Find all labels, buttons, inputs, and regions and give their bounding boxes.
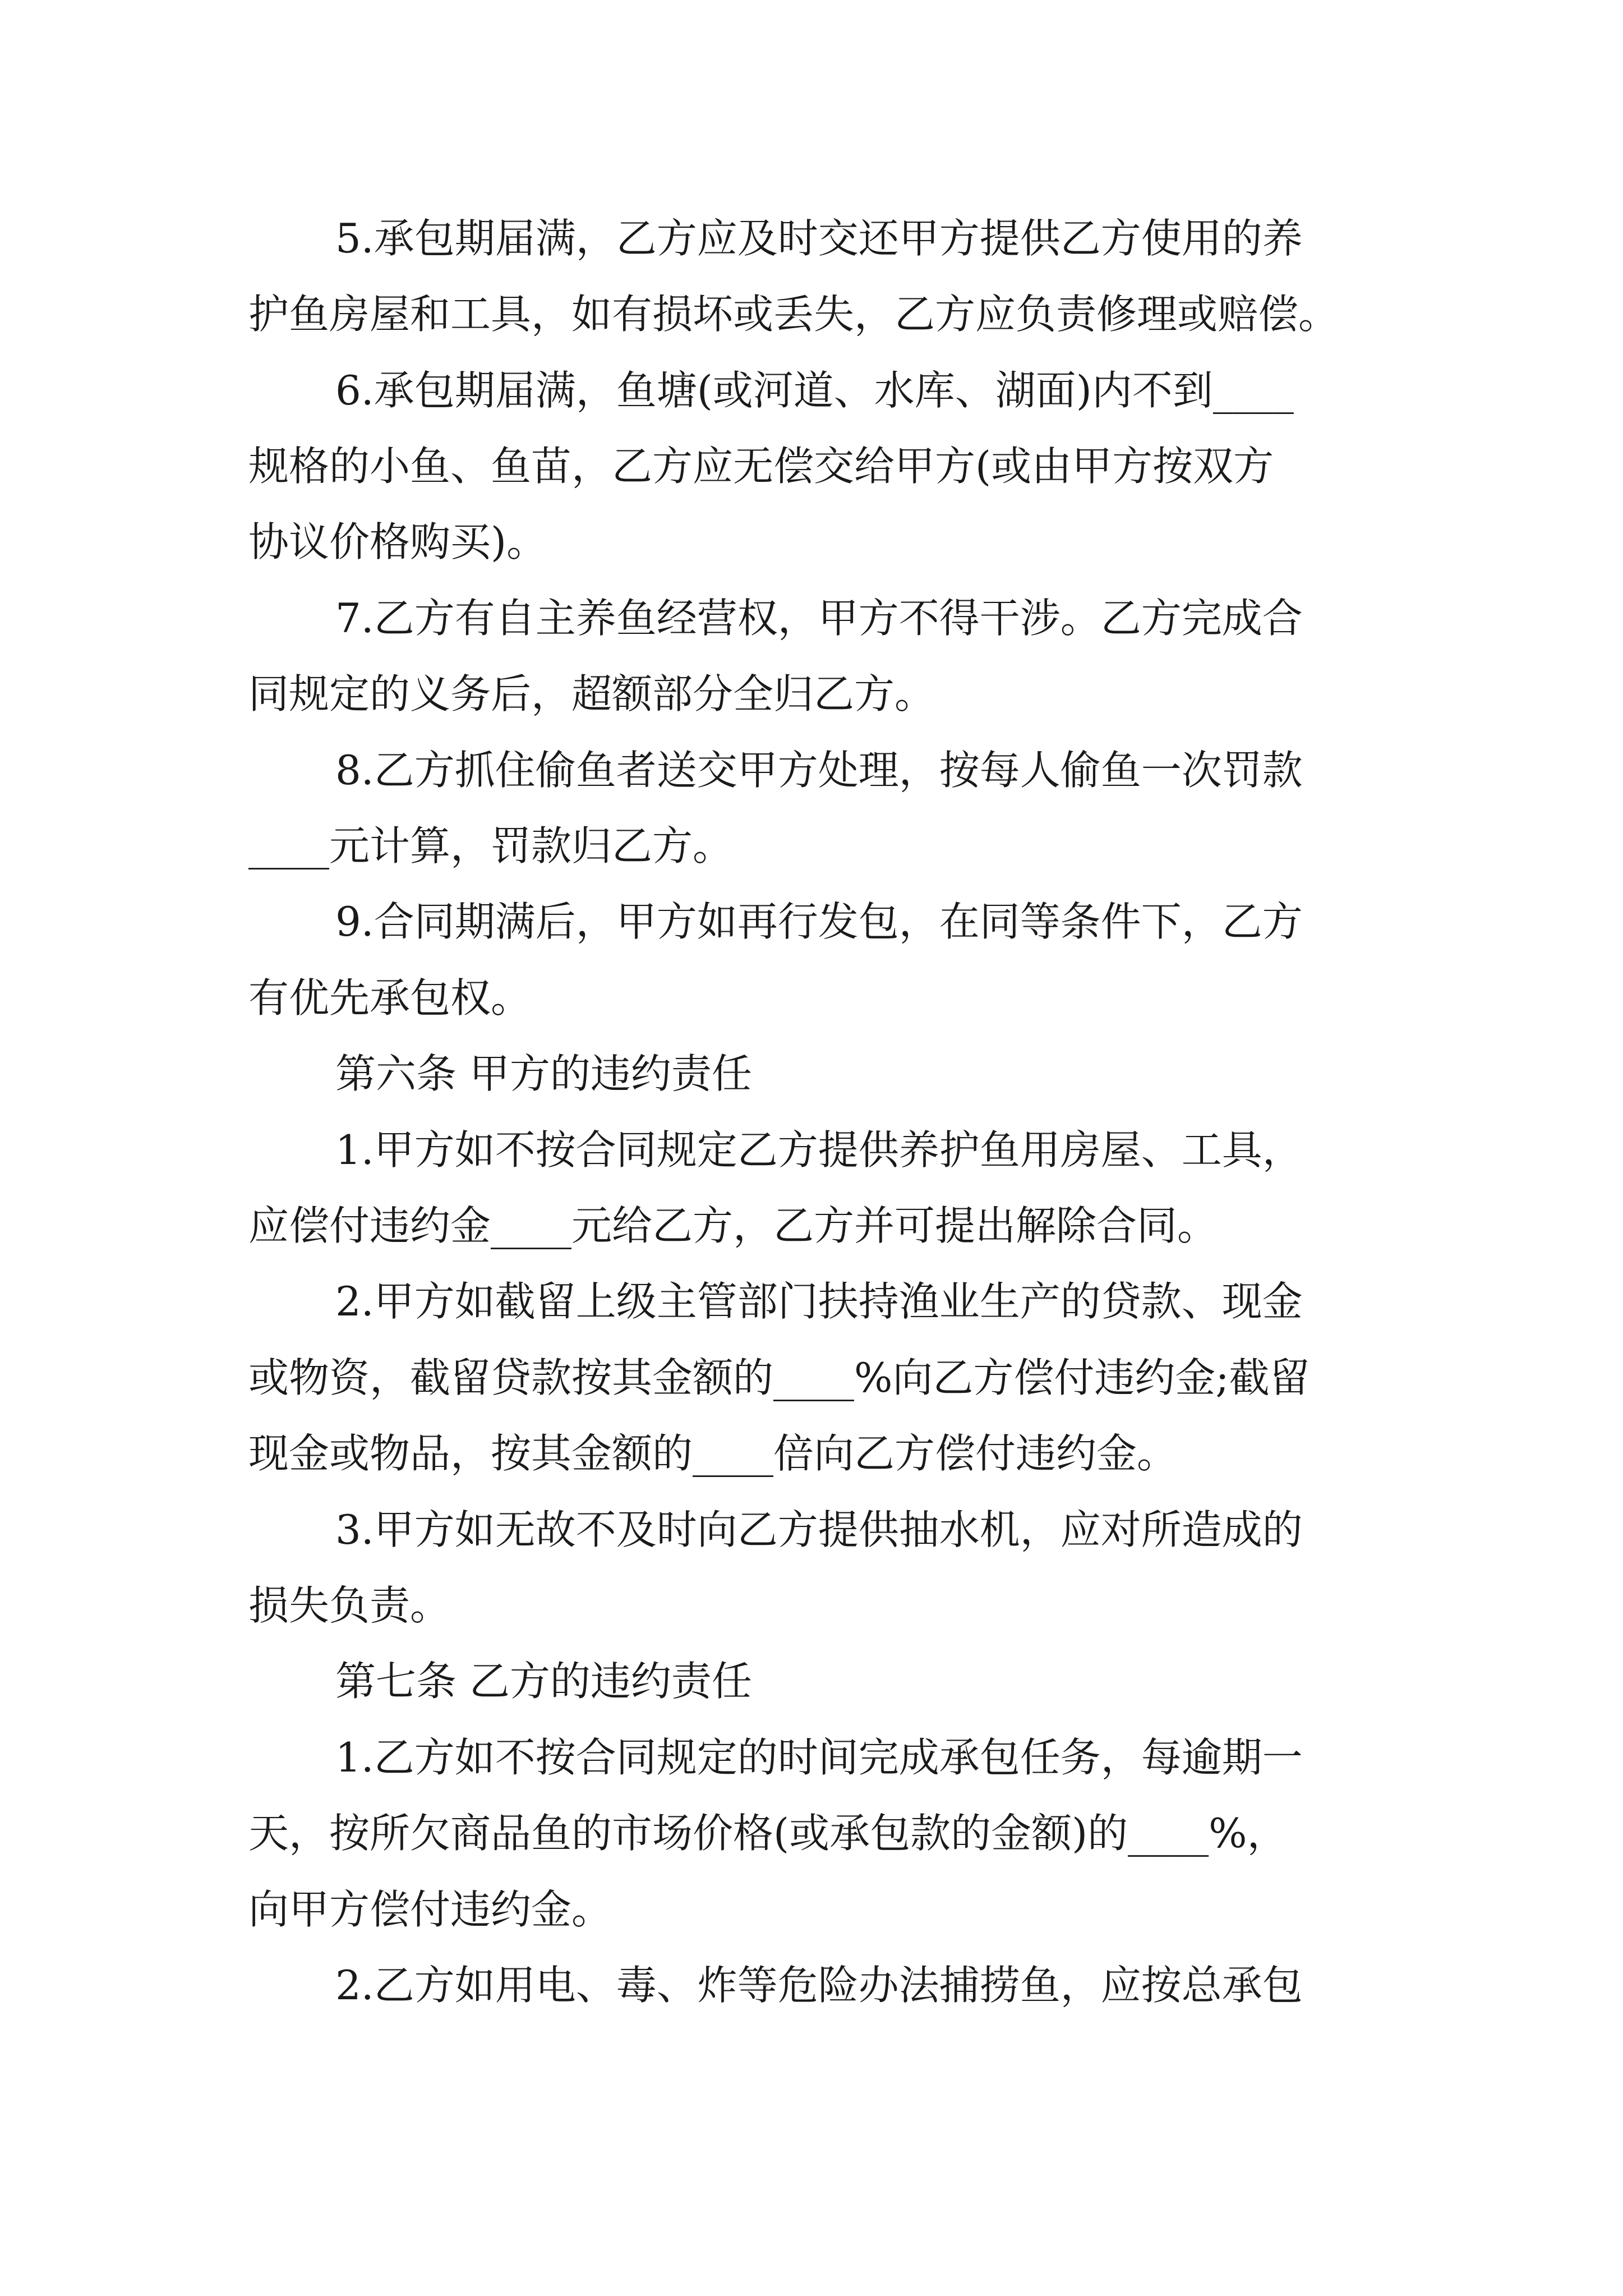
- text-line-8: 8.乙方抓住偷鱼者送交甲方处理，按每人偷鱼一次罚款: [335, 747, 1303, 794]
- text-line-23: 向甲方偿付违约金。: [248, 1886, 612, 1933]
- text-line-1: 5.承包期届满，乙方应及时交还甲方提供乙方使用的养: [335, 215, 1303, 262]
- text-line-9: ____元计算，罚款归乙方。: [248, 822, 734, 869]
- text-line-10: 9.合同期满后，甲方如再行发包，在同等条件下，乙方: [335, 898, 1303, 945]
- text-line-18: 3.甲方如无故不及时向乙方提供抽水机，应对所造成的: [335, 1506, 1303, 1553]
- text-line-7: 同规定的义务后，超额部分全归乙方。: [248, 670, 935, 717]
- text-line-6: 7.乙方有自主养鱼经营权，甲方不得干涉。乙方完成合: [335, 595, 1303, 642]
- text-line-5: 协议价格购买)。: [248, 518, 547, 565]
- text-line-3: 6.承包期届满，鱼塘(或河道、水库、湖面)内不到____: [335, 367, 1294, 414]
- text-line-16: 或物资，截留贷款按其金额的____%向乙方偿付违约金;截留: [248, 1354, 1310, 1401]
- text-line-11: 有优先承包权。: [248, 974, 532, 1022]
- text-line-4: 规格的小鱼、鱼苗，乙方应无偿交给甲方(或由甲方按双方: [248, 443, 1274, 490]
- text-line-17: 现金或物品，按其金额的____倍向乙方偿付违约金。: [248, 1430, 1178, 1477]
- text-line-21: 1.乙方如不按合同规定的时间完成承包任务，每逾期一: [335, 1734, 1303, 1781]
- text-line-19: 损失负责。: [248, 1582, 451, 1629]
- text-line-14: 应偿付违约金____元给乙方，乙方并可提出解除合同。: [248, 1202, 1218, 1249]
- section-heading-article-6: 第六条 甲方的违约责任: [335, 1050, 752, 1097]
- section-heading-article-7: 第七条 乙方的违约责任: [335, 1658, 752, 1705]
- text-line-13: 1.甲方如不按合同规定乙方提供养护鱼用房屋、工具，: [335, 1126, 1303, 1174]
- text-line-24: 2.乙方如用电、毒、炸等危险办法捕捞鱼，应按总承包: [335, 1962, 1303, 2009]
- text-line-15: 2.甲方如截留上级主管部门扶持渔业生产的贷款、现金: [335, 1278, 1303, 1325]
- text-line-22: 天，按所欠商品鱼的市场价格(或承包款的金额)的____%，: [248, 1810, 1288, 1857]
- text-line-2: 护鱼房屋和工具，如有损坏或丢失，乙方应负责修理或赔偿。: [248, 291, 1339, 338]
